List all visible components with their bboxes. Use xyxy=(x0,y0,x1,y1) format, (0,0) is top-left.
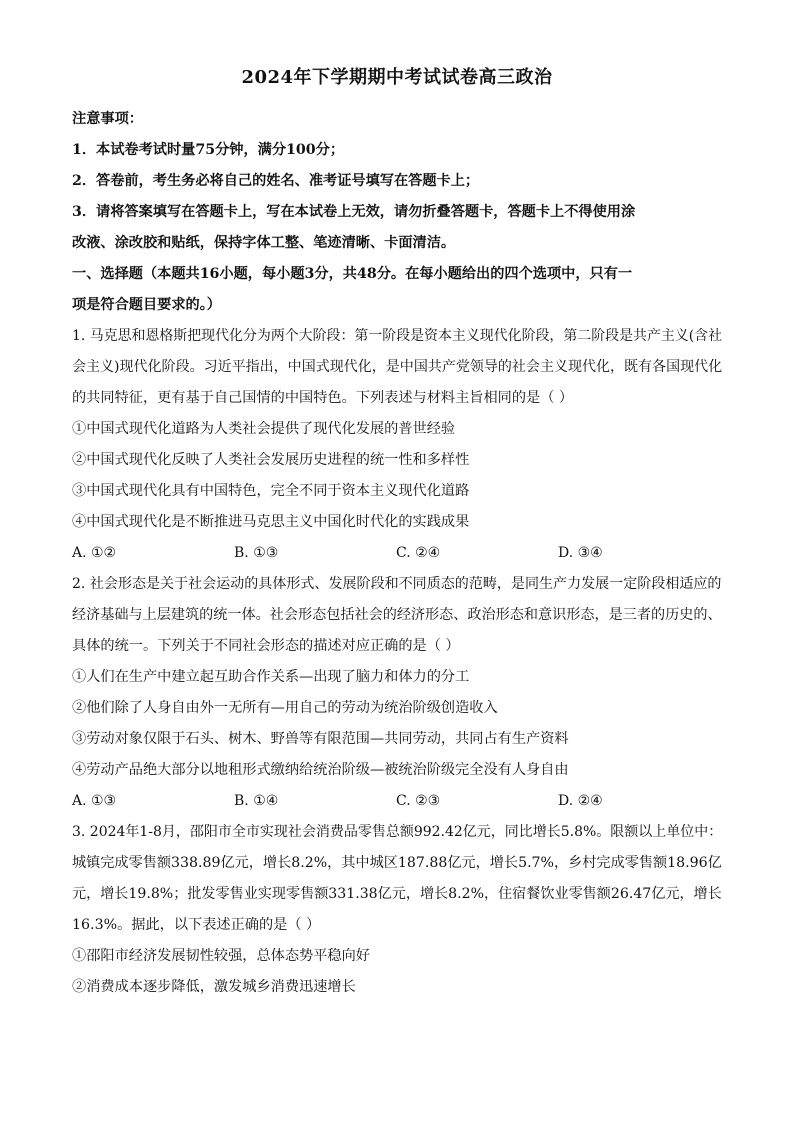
statement: ①中国式现代化道路为人类社会提供了现代化发展的普世经验 xyxy=(72,421,456,437)
statement: ②他们除了人身自由外一无所有—用自己的劳动为统治阶级创造收入 xyxy=(72,700,498,716)
option-a: A. ①② xyxy=(72,545,117,561)
question-stem-line: 具体的统一。下列关于不同社会形态的描述对应正确的是（ ） xyxy=(72,638,460,654)
answer-options xyxy=(72,538,722,569)
question-stem-line: 城镇完成零售额338.89亿元，增长8.2%，其中城区187.88亿元，增长5.7%，乡村完成零售额18.96亿 xyxy=(72,855,722,871)
exam-page xyxy=(72,66,722,1003)
question-1 xyxy=(72,321,722,569)
notice-block xyxy=(72,104,722,259)
option-c: C. ②③ xyxy=(396,793,441,809)
statement: ②中国式现代化反映了人类社会发展历史进程的统一性和多样性 xyxy=(72,452,470,468)
option-b: B. ①③ xyxy=(234,545,279,561)
question-2 xyxy=(72,569,722,817)
option-d: D. ③④ xyxy=(558,545,603,561)
section-heading xyxy=(72,259,722,321)
option-d: D. ②④ xyxy=(558,793,603,809)
question-stem-line: 元，增长19.8%；批发零售业实现零售额331.38亿元，增长8.2%，住宿餐饮业零售额26.47亿元，增长 xyxy=(72,886,722,902)
statement: ②消费成本逐步降低，激发城乡消费迅速增长 xyxy=(72,979,356,995)
answer-options xyxy=(72,786,722,817)
question-3 xyxy=(72,817,722,1003)
statement: ④中国式现代化是不断推进马克思主义中国化时代化的实践成果 xyxy=(72,514,470,530)
statement: ④劳动产品绝大部分以地租形式缴纳给统治阶级—被统治阶级完全没有人身自由 xyxy=(72,762,569,778)
question-stem-line: 2. 社会形态是关于社会运动的具体形式、发展阶段和不同质态的范畴，是同生产力发展一定阶段相适应的 xyxy=(72,576,722,592)
notice-item: 1．本试卷考试时量75分钟，满分100分； xyxy=(72,142,345,158)
section-heading-line: 项是符合题目要求的。） xyxy=(72,297,221,313)
question-stem-line: 的共同特征，更有基于自己国情的中国特色。下列表述与材料主旨相同的是（ ） xyxy=(72,390,574,406)
question-stem-line: 1. 马克思和恩格斯把现代化分为两个大阶段：第一阶段是资本主义现代化阶段，第二阶段是共产主义(含社 xyxy=(72,328,723,344)
notice-heading: 注意事项： xyxy=(72,111,143,127)
notice-item: 改液、涂改胶和贴纸，保持字体工整、笔迹清晰、卡面清洁。 xyxy=(72,235,456,251)
option-b: B. ①④ xyxy=(234,793,279,809)
question-stem-line: 16.3%。据此，以下表述正确的是（ ） xyxy=(72,917,321,933)
option-a: A. ①③ xyxy=(72,793,117,809)
statement: ③劳动对象仅限于石头、树木、野兽等有限范围—共同劳动，共同占有生产资料 xyxy=(72,731,569,747)
statement: ①人们在生产中建立起互助合作关系—出现了脑力和体力的分工 xyxy=(72,669,470,685)
section-heading-line: 一、选择题（本题共16小题，每小题3分，共48分。在每小题给出的四个选项中，只有一 xyxy=(72,266,633,282)
notice-item: 2．答卷前，考生务必将自己的姓名、准考证号填写在答题卡上； xyxy=(72,173,480,189)
exam-title: 2024年下学期期中考试试卷高三政治 xyxy=(241,67,553,88)
question-stem-line: 3. 2024年1-8月，邵阳市全市实现社会消费品零售总额992.42亿元，同比增长5.8%。限额以上单位中： xyxy=(72,824,723,840)
notice-item: 3．请将答案填写在答题卡上，写在本试卷上无效，请勿折叠答题卡，答题卡上不得使用涂 xyxy=(72,204,636,220)
question-stem-line: 经济基础与上层建筑的统一体。社会形态包括社会的经济形态、政治形态和意识形态，是三者的历史的、 xyxy=(72,607,722,623)
statement: ③中国式现代化具有中国特色，完全不同于资本主义现代化道路 xyxy=(72,483,470,499)
question-stem-line: 会主义)现代化阶段。习近平指出，中国式现代化，是中国共产党领导的社会主义现代化，既有各国现代化 xyxy=(72,359,723,375)
statement: ①邵阳市经济发展韧性较强，总体态势平稳向好 xyxy=(72,948,370,964)
option-c: C. ②④ xyxy=(396,545,441,561)
